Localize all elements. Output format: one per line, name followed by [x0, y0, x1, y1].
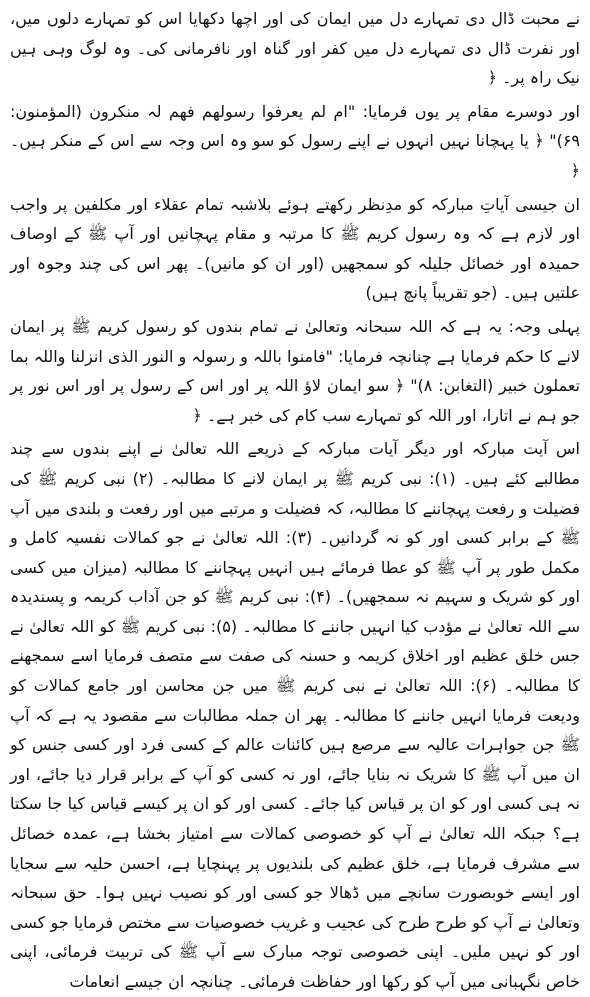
paragraph-3: ان جیسی آیاتِ مبارکہ کو مدِنظر رکھتے ہوئے بلاشبہ تمام عقلاء اور مکلفین پر واجب اور لازم ہے کہ وہ رسول کریم ﷺ کا مرتبہ و مقام پہچانیں اور آپ ﷺ کے اوصاف حمیدہ اور خصائل جلیلہ کو سمجھیں (اور ان کو مانیں)۔ پھر اس کی چند وجوہ اور علتیں ہیں۔ (جو تقریباً پانچ ہیں) — [10, 194, 580, 303]
paragraph-4: پہلی وجہ: یہ ہے کہ اللہ سبحانہ وتعالیٰ نے تمام بندوں کو رسول کریم ﷺ پر ایمان لانے کا حکم فرمایا ہے چنانچہ فرمایا: "فامنوا باللہ و رسولہ و النور الذی انزلنا واللہ بما تعملون خبیر (التغابن: ۸)" ﴿ سو ایمان لاؤ اللہ پر اور اس کے رسول پر اور اس نور پر جو ہم نے اتارا، اور اللہ کو تمہارے سب کام کی خبر ہے۔ ﴿ — [10, 316, 581, 425]
paragraph-1: نے محبت ڈال دی تمہارے دل میں ایمان کی اور اچھا دکھایا اس کو تمہارے دلوں میں، اور نفرت ڈال دی تمہارے دل میں کفر اور گناہ اور نافرمانی کی۔ وہ لوگ وہی ہیں نیک راہ پر۔ ﴿ — [10, 9, 580, 88]
paragraph-2: اور دوسرے مقام پر یوں فرمایا: "ام لم یعرفوا رسولھم فھم لہ منکرون (المؤمنون: ۶۹)" ﴿ یا پہچانا نہیں انہوں نے اپنے رسول کو سو وہ اس وجہ سے اس کے منکر ہیں۔ ﴿ — [10, 101, 580, 180]
paragraph-5: اس آیت مبارکہ اور دیگر آیات مبارکہ کے ذریعے اللہ تعالیٰ نے اپنے بندوں سے چند مطالبے کئے ہیں۔ (۱): نبی کریم ﷺ پر ایمان لانے کا مطالبہ۔ (۲) نبی کریم ﷺ کی فضیلت و رفعت پہچاننے کا مطالبہ، کہ فضیلت و مرتبے میں اور رفعت و بلندی میں آپ ﷺ کے برابر کسی اور کو نہ گردانیں۔ (۳): اللہ تعالیٰ نے جو کمالات نفسیہ کامل و مکمل طور پر آپ ﷺ کو عطا فرمائے ہیں انہیں پہچاننے کا مطالبہ (میزان میں کسی اور کو شریک و سہیم نہ سمجھیں)۔ (۴): نبی کریم ﷺ کو جن آداب کریمہ و پسندیدہ سے اللہ تعالیٰ نے مؤدب کیا انہیں جاننے کا مطالبہ۔ (۵): نبی کریم ﷺ کو اللہ تعالیٰ نے جس خلق عظیم اور اخلاق کریمہ و حسنہ کی صفت سے متصف فرمایا اسے سمجھنے کا مطالبہ۔ (۶): اللہ تعالیٰ نے نبی کریم ﷺ میں جن محاسن اور جامع کمالات کو ودیعت فرمایا انہیں جاننے کا مطالبہ۔ پھر ان جملہ مطالبات سے مقصود یہ ہے کہ آپ ﷺ جن جواہرات عالیہ سے مرصع ہیں کائنات عالم کے کسی فرد اور کسی جنس کو ان میں آپ ﷺ کا شریک نہ بنایا جائے، اور نہ کسی کو آپ کے برابر قرار دیا جائے، اور نہ ہی کسی اور کو ان پر قیاس کیا جائے۔ کسی اور کو ان پر کیسے قیاس کیا جا سکتا ہے؟ جبکہ اللہ تعالیٰ نے آپ کو خصوصی کمالات سے امتیاز بخشا ہے، عمدہ خصائل سے مشرف فرمایا ہے، خلق عظیم کی بلندیوں پر پہنچایا ہے، احسن حلیہ سے سجایا اور ایسے خوبصورت سانچے میں ڈھالا جو کسی اور کو نصیب نہیں ہوا۔ حق سبحانہ وتعالیٰ نے آپ کو طرح طرح کی عجیب و غریب خصوصیات سے مختص فرمایا جو کسی اور کو نہیں ملیں۔ اپنی خصوصی توجہ مبارک سے آپ ﷺ کی تربیت فرمائی، اپنی خاص نگہبانی میں آپ کو رکھا اور حفاظت فرمائی۔ چنانچہ ان جیسے انعامات — [10, 439, 581, 991]
